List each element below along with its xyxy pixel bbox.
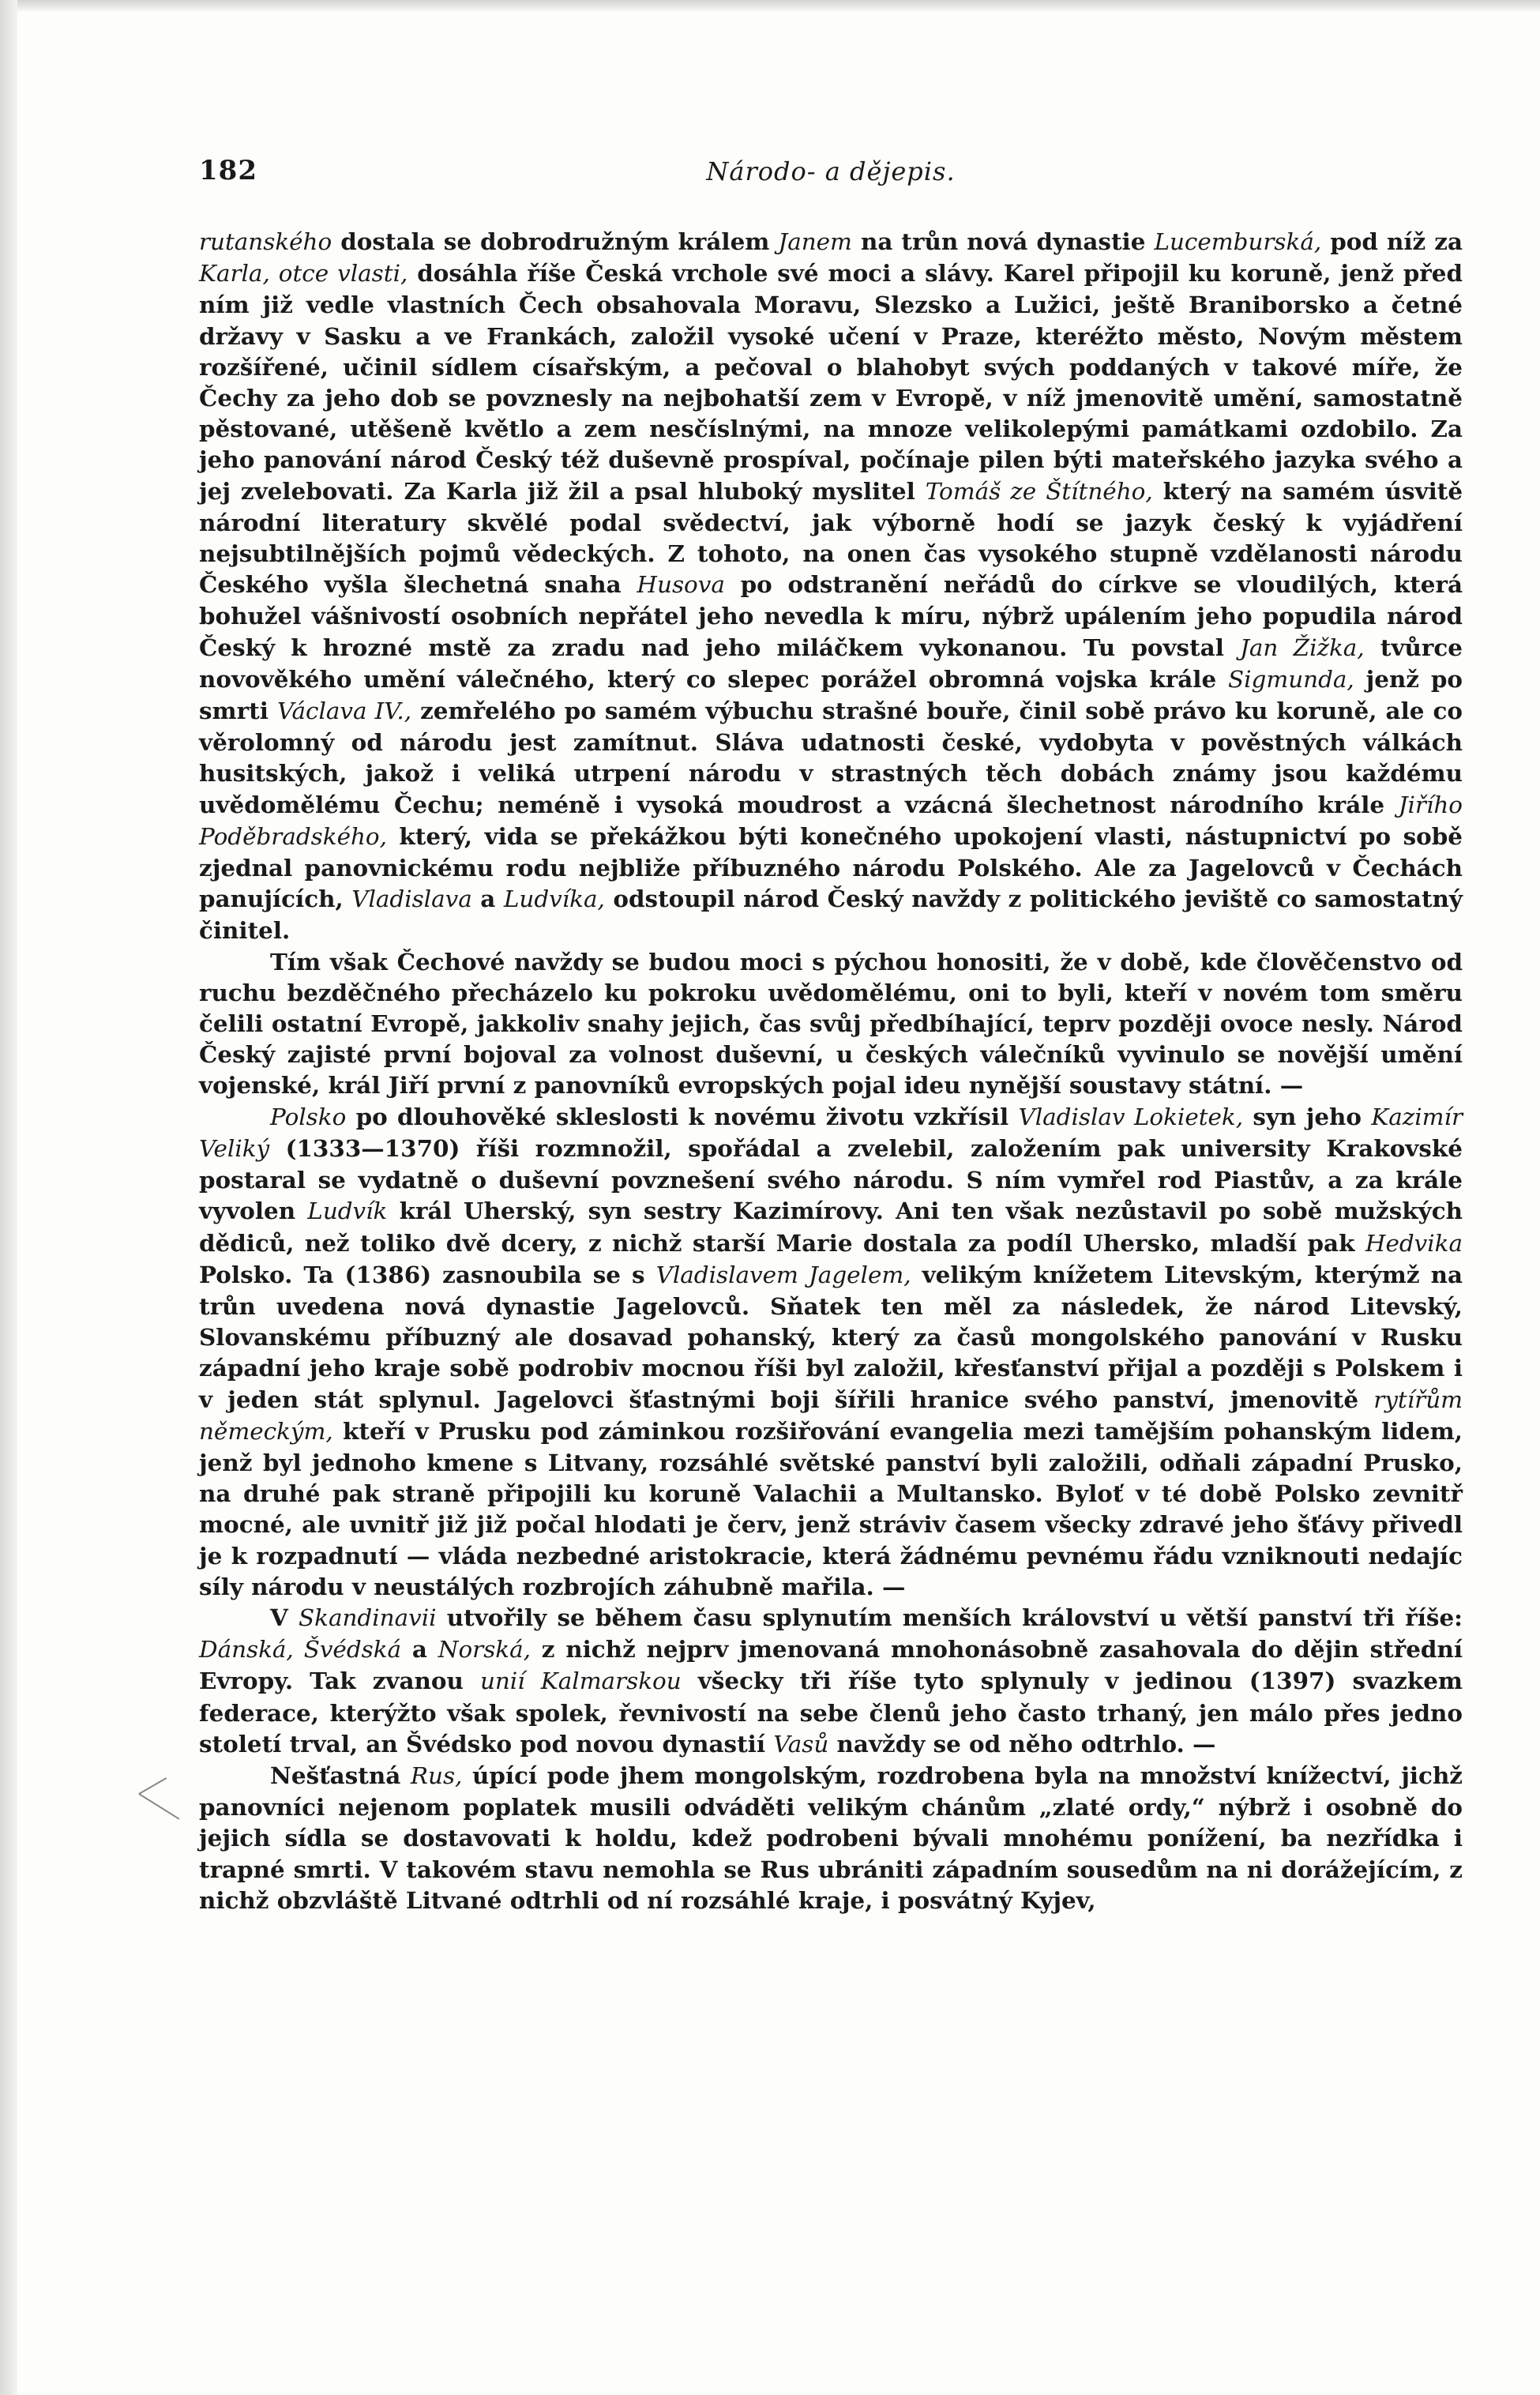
emphasis-text: Hedvika xyxy=(1365,1229,1463,1257)
emphasis-text: Vladislava xyxy=(351,885,472,913)
text-run: který na samém úsvitě národní literatury skvělé podal svědectví, jak výborně hodí se jazyk český k vyjádření nejsubtilnějších pojmů vědeckých. Z tohoto, na onen čas vysokého stupně vzdělanosti národu Českého vyšla šlechetná snaha xyxy=(199,476,1463,599)
emphasis-text: Rus, xyxy=(410,1761,463,1789)
text-run: V xyxy=(270,1603,299,1631)
running-title: Národo- a dějepis. xyxy=(706,156,956,186)
emphasis-text: Jiřího Poděbradského, xyxy=(199,791,1463,850)
text-run: po odstranění neřádů do církve se vloudilých, která bohužel vášnivostí osobních nepřátel jeho nevedla k míru, nýbrž upálením jeho popudila národ Český k hrozné mstě za zradu nad jeho miláčkem vykonanou. Tu povstal xyxy=(199,570,1463,661)
text-run: kteří v Prusku pod záminkou rozšiřování evangelia mezi tamějším pohanským lidem, jenž byl jednoho kmene s Litvany, rozsáhlé světské panství byli založili, odňali západní Prusko, na druhé pak straně připojili ku koruně Valachii a Multansko. Byloť v té době Polsko zevnitř mocné, ale uvnitř již již počal hlodati je červ, jenž stráviv časem všecky zdravé jeho šťávy přivedl je k rozpadnutí — vláda nezbedné aristokracie, která žádnému pevnému řádu vzniknouti nedajíc síly národu v neustálých rozbrojích záhubně mařila. — xyxy=(199,1416,1463,1600)
page-header xyxy=(199,155,1463,194)
emphasis-text: Vasů xyxy=(773,1730,829,1758)
text-run: úpící pode jhem mongolským, rozdrobena byla na množství knížectví, jichž panovníci nejenom poplatek musili odváděti velikým chánům „zlaté ordy,“ nýbrž i osobně do jejich sídla se dostavovati k holdu, kdež podrobeni bývali mnohému ponížení, ba nezřídka i trapné smrti. V takovém stavu nemohla se Rus ubrániti západním sousedům na ni dorážejícím, z nichž obzvláště Litvané odtrhli od ní rozsáhlé kraje, i posvátný Kyjev, xyxy=(199,1761,1463,1914)
text-run: a xyxy=(401,1635,438,1664)
paragraph xyxy=(199,226,1463,946)
page-edge-top xyxy=(0,0,1540,11)
paragraph xyxy=(199,1760,1463,1916)
emphasis-text: Lucemburská, xyxy=(1154,228,1322,255)
text-run: a xyxy=(471,885,504,913)
emphasis-text: Karla, otce vlasti, xyxy=(199,260,408,288)
text-run: syn jeho xyxy=(1243,1102,1372,1130)
text-run: velikým knížetem Litevským, kterýmž na trůn uvedena nová dynastie Jagelovců. Sňatek ten měl za následek, že národ Litevský, Slovanskému příbuzný ale dosavad pohanský, který za časů mongolského panování v Rusku západní jeho kraje sobě podrobiv mocnou říši byl založil, křesťanství přijal a později s Polskem i v jeden stát splynul. Jagelovci šťastnými boji šířili hranice svého panství, jmenovitě xyxy=(199,1260,1463,1413)
emphasis-text: Polsko xyxy=(270,1103,347,1130)
emphasis-text: Skandinavii xyxy=(299,1604,437,1631)
text-run: dosáhla říše Česká vrchole své moci a slávy. Karel připojil ku koruně, jenž před ním již vedle vlastních Čech obsahovala Moravu, Slezsko a Lužici, ještě Braniborsko a četné državy v Sasku a ve Frankách, založil vysoké učení v Praze, kteréžto město, Novým městem rozšířené, učinil sídlem císařským, a pečoval o blahobyt svých poddaných v takové míře, že Čechy za jeho dob se povznesly na nejbohatší zem v Evropě, v níž jmenovitě umění, samostatně pěstované, utěšeně květlo a zem nesčíslnými, na mnoze velikolepými památkami ozdobilo. Za jeho panování národ Český též duševně prospíval, počínaje pilen býti mateřského jazyka svého a jej zvelebovati. Za Karla již žil a psal hluboký myslitel xyxy=(199,259,1463,505)
text-run: tvůrce novověkého umění válečného, který co slepec porážel obromná vojska krále xyxy=(199,633,1463,693)
text-run: který, vida se překážkou býti konečného upokojení vlasti, nástupnictví po sobě zjednal panovnickému rodu nejbliže příbuzného národu Polského. Ale za Jagelovců v Čechách panujících, xyxy=(199,822,1463,913)
emphasis-text: rytířům německým, xyxy=(199,1385,1463,1445)
text-run: pod níž za xyxy=(1321,227,1463,255)
text-run: jenž po smrti xyxy=(199,664,1463,725)
paragraph xyxy=(199,1101,1463,1602)
text-run: po dlouhověké skleslosti k novému životu vzkřísil xyxy=(346,1102,1019,1130)
emphasis-text: Jan Žižka, xyxy=(1240,634,1365,661)
text-run: (1333—1370) říši rozmnožil, spořádal a zvelebil, založením pak university Krakovské postaral se vydatně o duševní povznešení svého národu. S ním vymřel rod Piastův, a za krále vyvolen xyxy=(199,1134,1463,1225)
emphasis-text: Tomáš ze Štítného, xyxy=(925,477,1153,505)
text-run: na trůn nová dynastie xyxy=(851,227,1155,255)
paragraph xyxy=(199,946,1463,1101)
margin-mark xyxy=(138,1793,179,1819)
emphasis-text: Dánská, Švédská xyxy=(199,1636,402,1664)
emphasis-text: Vladislav Lokietek, xyxy=(1018,1103,1244,1130)
text-run: Polsko. Ta (1386) zasnoubila se s xyxy=(199,1260,656,1288)
text-run: utvořily se během času splynutím menších království u větší panství tři říše: xyxy=(436,1603,1463,1631)
emphasis-text: Ludvíka, xyxy=(503,885,605,913)
emphasis-text: Norská, xyxy=(438,1636,531,1664)
page-number: 182 xyxy=(199,155,257,186)
emphasis-text: Ludvík xyxy=(307,1198,388,1225)
text-run: dostala se dobrodružným králem xyxy=(332,227,779,255)
emphasis-text: Kazimír Veliký xyxy=(199,1103,1463,1162)
emphasis-text: rutanského xyxy=(199,228,332,255)
body-text xyxy=(199,226,1463,1916)
text-run: navždy se od něho odtrhlo. — xyxy=(828,1729,1216,1758)
paragraph xyxy=(199,1602,1463,1760)
emphasis-text: Vladislavem Jagelem, xyxy=(655,1261,911,1288)
emphasis-text: Husova xyxy=(637,571,725,599)
emphasis-text: Sigmunda, xyxy=(1228,665,1354,693)
text-run: všecky tři říše tyto splynuly v jedinou (1397) svazkem federace, kterýžto však spolek, řevnivostí na sebe členů jeho často trhaný, jen málo přes jedno století trval, an Švédsko pod novou dynastií xyxy=(199,1667,1463,1758)
page-edge-left xyxy=(0,0,17,2395)
text-run: odstoupil národ Český navždy z politického jeviště co samostatný činitel. xyxy=(199,885,1463,945)
text-run: král Uherský, syn sestry Kazimírovy. Ani ten však nezůstavil po sobě mužských dědiců, než toliko dvě dcery, z nichž starší Marie dostala za podíl Uhersko, mladší pak xyxy=(199,1197,1463,1257)
emphasis-text: unií Kalmarskou xyxy=(479,1667,682,1695)
emphasis-text: Václava IV., xyxy=(276,697,412,725)
text-run: Nešťastná xyxy=(270,1761,411,1789)
margin-mark xyxy=(139,1777,167,1795)
text-run: Tím však Čechové navždy se budou moci s pýchou honositi, že v době, kde člověčenstvo od ruchu bezděčného přecházelo ku pokroku uvědomělému, oni to byli, kteří v novém tom směru čelili ostatní Evropě, jakkoliv snahy jejich, čas svůj předbíhající, teprv později ovoce nesly. Národ Český zajisté první bojoval za volnost duševní, u českých válečníků vyvinulo se novější umění vojenské, král Jiří první z panovníků evropských pojal ideu nynější soustavy státní. — xyxy=(199,947,1463,1100)
text-run: zemřelého po samém výbuchu strašné bouře, činil sobě právo ku koruně, ale co věrolomný od národu jest zamítnut. Sláva udatnosti české, vydobyta v pověstných válkách husitských, jakož i veliká utrpení národu v strastných těch dobách známy jsou každému uvědomělému Čechu; neméně i vysoká moudrost a vzácná šlechetnost národního krále xyxy=(199,697,1463,818)
emphasis-text: Janem xyxy=(778,228,852,255)
text-run: z nichž nejprv jmenovaná mnohonásobně zasahovala do dějin střední Evropy. Tak zvanou xyxy=(199,1635,1463,1695)
